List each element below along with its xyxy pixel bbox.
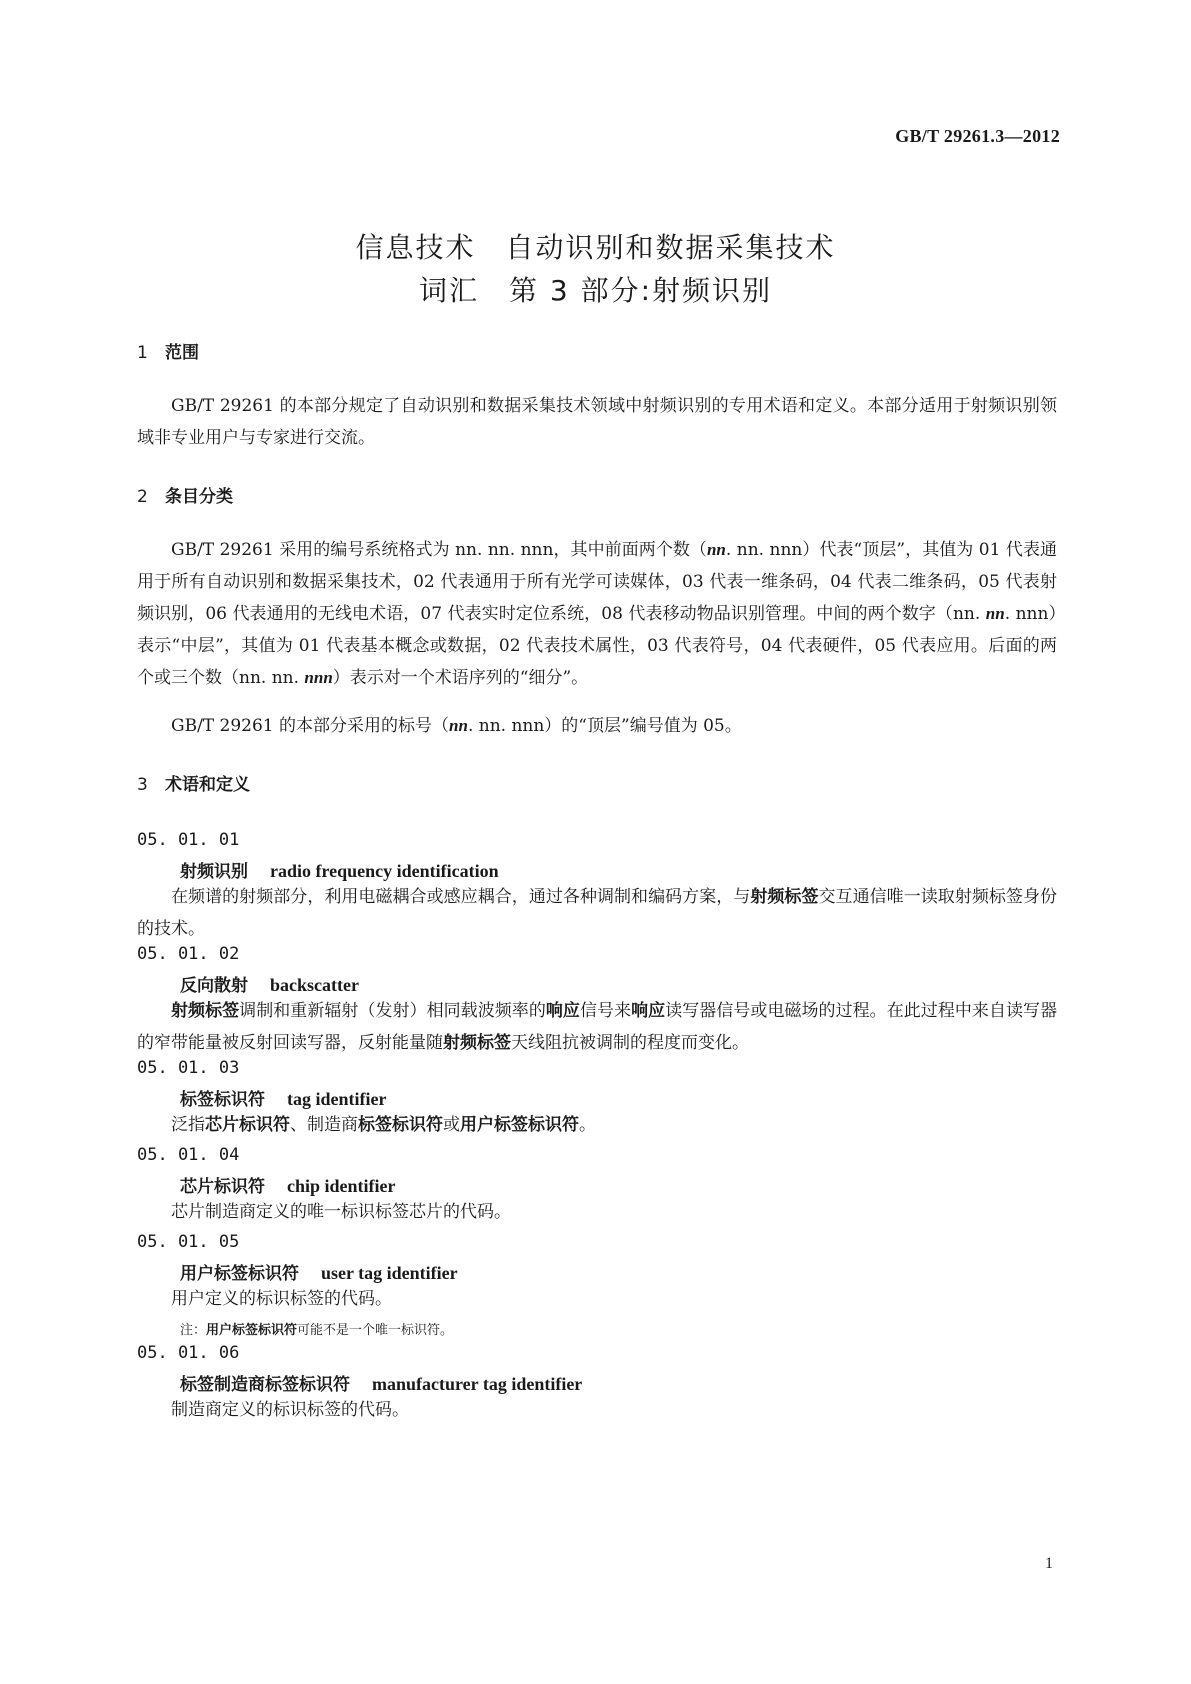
text-run: 芯片制造商定义的唯一标识标签芯片的代码。 (171, 1202, 511, 1222)
text-run: 制造商定义的标识标签的代码。 (171, 1400, 409, 1420)
section-heading-scope (137, 338, 199, 363)
term-number: 05. 01. 04 (137, 1145, 240, 1165)
term-name (180, 1259, 458, 1284)
classification-paragraph-2 (137, 710, 1057, 742)
term-number: 05. 01. 03 (137, 1058, 240, 1078)
term-reference: 用户标签标识符 (206, 1323, 298, 1338)
text-run: 在频谱的射频部分，利用电磁耦合或感应耦合，通过各种调制和编码方案，与 (171, 887, 751, 907)
text-run: . nn. nnn）代表“顶层”，其值为 01 代表通用于所有自动识别和数据采集技术，02 代表通用于所有光学可读媒体，03 代表一维条码，04 代表二维条码，05 代表射频识别，06 代表通用的无线电术语，07 代表实时定位系统，08 代表移动物品识别管理。中间的两个数字（nn. (137, 540, 1057, 624)
term-name-en: manufacturer tag identifier (372, 1374, 583, 1394)
term-name-en: radio frequency identification (270, 861, 499, 881)
text-run: 用户定义的标识标签的代码。 (171, 1289, 392, 1309)
term-definition (137, 881, 1057, 945)
term-name (180, 971, 359, 996)
document-title-line-2: 词汇 第 3 部分:射频识别 (418, 274, 773, 307)
term-number: 05. 01. 01 (137, 830, 240, 850)
term-reference: 用户标签标识符 (460, 1115, 579, 1135)
page-number: 1 (1045, 1555, 1053, 1572)
section-title: 术语和定义 (165, 775, 250, 795)
term-definition (137, 1196, 1057, 1228)
term-name-en: user tag identifier (321, 1263, 458, 1283)
text-run: GB/T 29261 采用的编号系统格式为 nn. nn. nnn，其中前面两个数（ (171, 540, 707, 560)
term-name-zh: 标签标识符 (180, 1090, 265, 1110)
term-reference: 芯片标识符 (205, 1115, 290, 1135)
term-name-en: backscatter (270, 975, 359, 995)
text-run: 信号来 (579, 1001, 632, 1021)
term-definition (137, 1394, 1057, 1426)
text-run: GB/T 29261 的本部分采用的标号（ (171, 716, 450, 736)
section-number: 2 (137, 487, 148, 507)
emphasis-run: nn (706, 540, 726, 559)
text-run: 天线阻抗被调制的程度而变化。 (511, 1033, 749, 1053)
term-note (180, 1319, 453, 1338)
text-run: 、制造商 (290, 1115, 358, 1135)
term-name (180, 1370, 582, 1395)
standard-code: GB/T 29261.3—2012 (895, 126, 1060, 146)
term-name-zh: 标签制造商标签标识符 (180, 1375, 350, 1395)
term-name-en: tag identifier (287, 1089, 387, 1109)
classification-paragraph-1 (137, 534, 1057, 694)
term-name (180, 1085, 386, 1110)
term-name-en: chip identifier (287, 1176, 396, 1196)
section-title: 范围 (165, 343, 199, 363)
term-name-zh: 射频识别 (180, 862, 248, 882)
emphasis-run: nn (985, 604, 1005, 623)
text-run: . nn. nnn）的“顶层”编号值为 05。 (467, 716, 742, 736)
text-run: 泛指 (171, 1115, 205, 1135)
term-name-zh: 用户标签标识符 (180, 1264, 299, 1284)
section-number: 1 (137, 343, 148, 363)
text-run: 读写器信号或电磁场的过程。在此过程中来自读写器的窄带能量被反射回读写器，反射能量随 (137, 1001, 1058, 1053)
text-run: 调制和重新辐射（发射）相同载波频率的 (239, 1001, 546, 1021)
note-label: 注： (180, 1323, 207, 1338)
term-number: 05. 01. 02 (137, 944, 240, 964)
term-reference: 射频标签 (171, 1001, 240, 1021)
emphasis-run: nn (449, 716, 468, 735)
term-reference: 响应 (631, 1001, 666, 1021)
section-heading-terms (137, 770, 250, 795)
text-run: 交互通信唯一读取射频标签身份的技术。 (137, 887, 1058, 939)
document-title-line-1: 信息技术 自动识别和数据采集技术 (355, 231, 836, 264)
term-name-zh: 反向散射 (180, 976, 248, 996)
term-name-zh: 芯片标识符 (180, 1177, 265, 1197)
term-number: 05. 01. 06 (137, 1343, 240, 1363)
text-run: 。 (579, 1115, 596, 1135)
emphasis-run: nnn (304, 668, 333, 687)
section-heading-classification (137, 482, 233, 507)
text-run: . nnn）表示“中层”，其值为 01 代表基本概念或数据，02 代表技术属性，03 代表符号，04 代表硬件，05 代表应用。后面的两个或三个数（nn. nn. (137, 604, 1058, 688)
term-definition (137, 1283, 1057, 1315)
scope-paragraph: GB/T 29261 的本部分规定了自动识别和数据采集技术领域中射频识别的专用术语和定义。本部分适用于射频识别领域非专业用户与专家进行交流。 (137, 396, 1057, 448)
section-number: 3 (137, 775, 148, 795)
section-title: 条目分类 (165, 487, 233, 507)
text-run: ）表示对一个术语序列的“细分”。 (332, 668, 589, 688)
text-run: 可能不是一个唯一标识符。 (297, 1323, 454, 1338)
term-definition (137, 1109, 1057, 1141)
text-run: 或 (443, 1115, 460, 1135)
term-name (180, 857, 499, 882)
term-reference: 响应 (545, 1001, 580, 1021)
term-reference: 射频标签 (750, 887, 819, 907)
term-reference: 射频标签 (443, 1033, 511, 1053)
term-definition (137, 995, 1057, 1059)
term-reference: 标签标识符 (358, 1115, 443, 1135)
term-name (180, 1172, 396, 1197)
term-number: 05. 01. 05 (137, 1232, 240, 1252)
